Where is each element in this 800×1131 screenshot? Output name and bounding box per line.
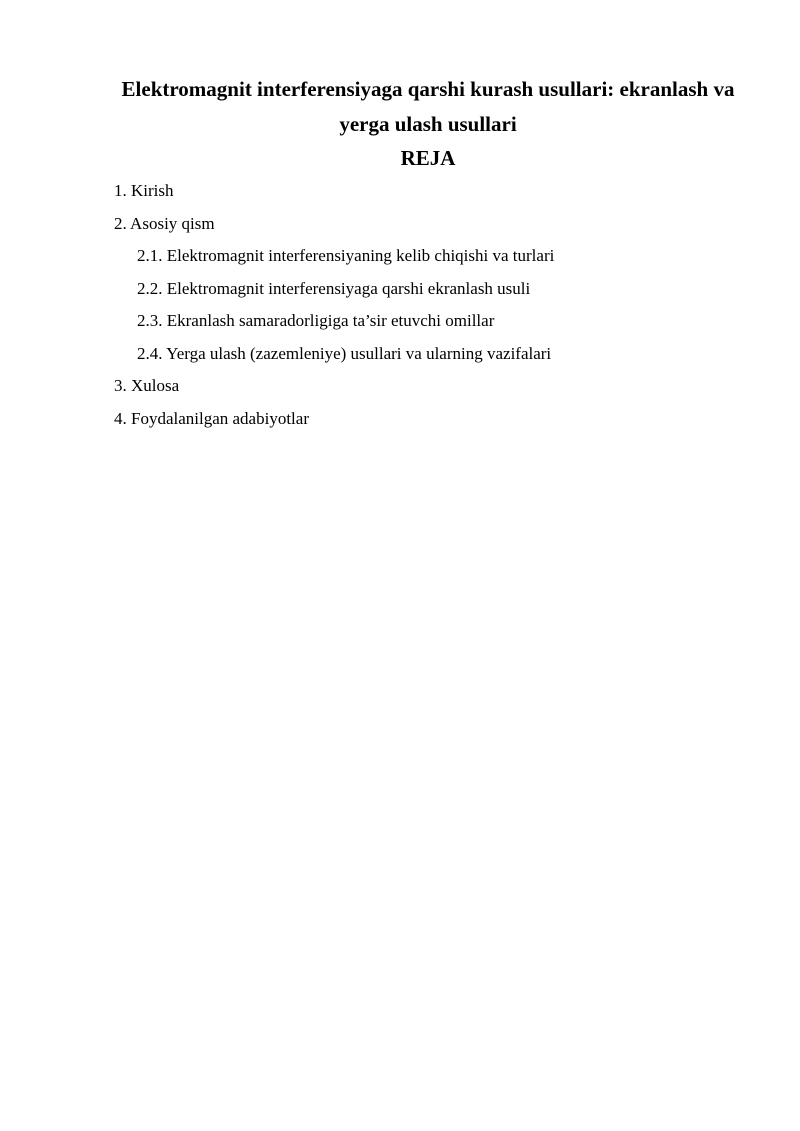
plan-heading: REJA: [400, 146, 456, 170]
plan-item-introduction: 1. Kirish: [114, 181, 174, 200]
plan-subitem-shielding-method: 2.2. Elektromagnit interferensiyaga qarshi ekranlash usuli: [137, 278, 531, 298]
plan-subitem-shielding-factors: 2.3. Ekranlash samaradorligiga ta’sir etuvchi omillar: [137, 311, 495, 330]
plan-item-references: 4. Foydalanilgan adabiyotlar: [114, 408, 309, 428]
plan-item-conclusion: 3. Xulosa: [114, 376, 180, 395]
plan-subitem-interference-origin: 2.1. Elektromagnit interferensiyaning kelib chiqishi va turlari: [137, 246, 555, 265]
plan-subitem-grounding-methods: 2.4. Yerga ulash (zazemleniye) usullari va ularning vazifalari: [137, 343, 552, 363]
plan-item-main-part: 2. Asosiy qism: [114, 213, 215, 233]
document-title: Elektromagnit interferensiyaga qarshi kurash usullari: ekranlash va yerga ulash usullari: [121, 77, 735, 136]
plan-list: [114, 175, 742, 435]
